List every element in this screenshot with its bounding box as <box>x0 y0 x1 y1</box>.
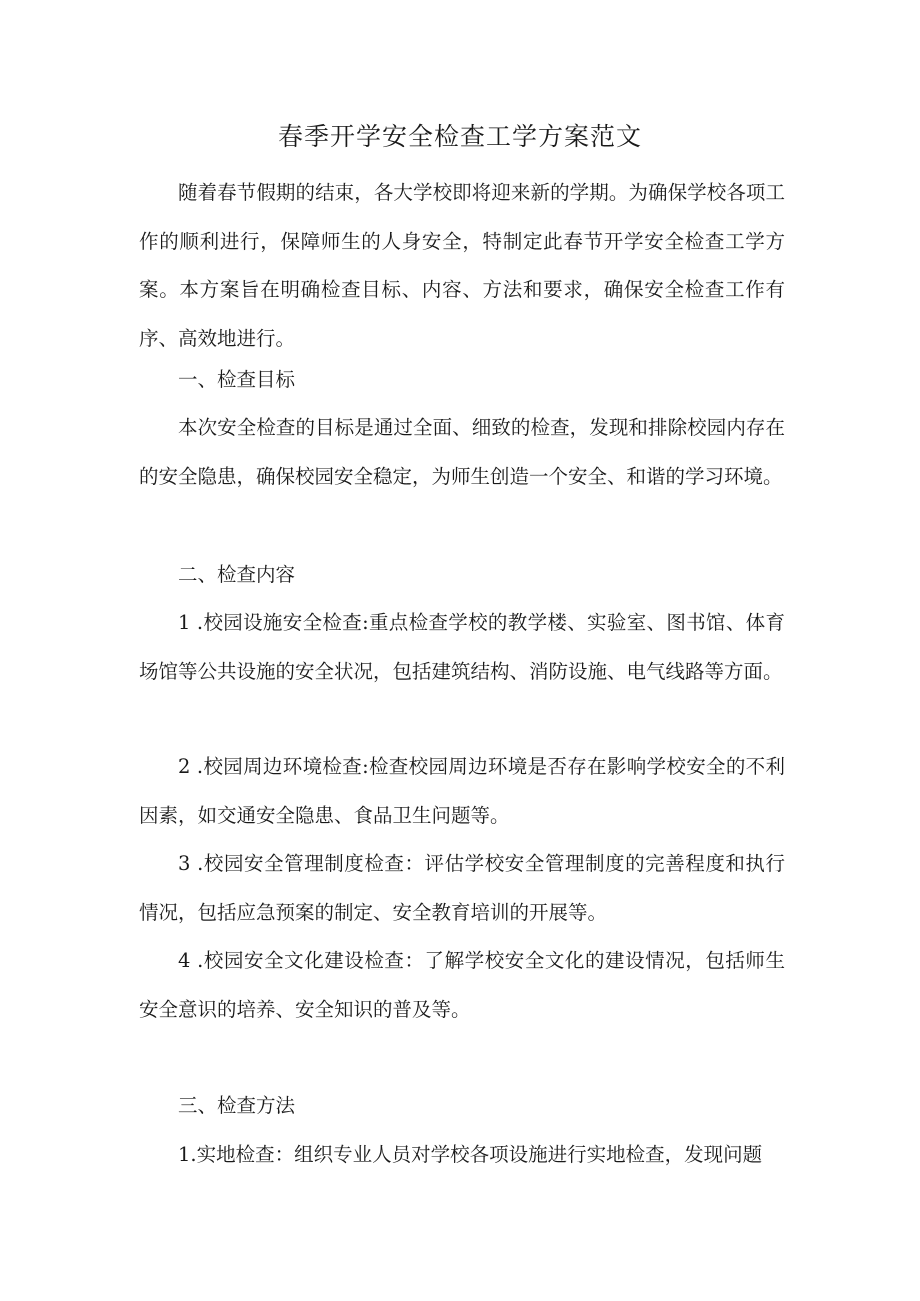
content-item-4: 4 .校园安全文化建设检查：了解学校安全文化的建设情况，包括师生安全意识的培养、安全知识的普及等。 <box>139 949 785 1021</box>
section-heading-objectives: 一、检查目标 <box>178 368 296 391</box>
objectives-paragraph: 本次安全检查的目标是通过全面、细致的检查，发现和排除校园内存在的安全隐患，确保校园安全稳定，为师生创造一个安全、和谐的学习环境。 <box>139 416 785 488</box>
section-heading-methods: 三、检查方法 <box>178 1094 296 1117</box>
content-item-1: 1 .校园设施安全检查:重点检查学校的教学楼、实验室、图书馆、体育场馆等公共设施的安全状况，包括建筑结构、消防设施、电气线路等方面。 <box>139 611 785 683</box>
document-title: 春季开学安全检查工学方案范文 <box>277 122 642 151</box>
content-item-2: 2 .校园周边环境检查:检查校园周边环境是否存在影响学校安全的不利因素，如交通安全隐患、食品卫生问题等。 <box>139 755 785 827</box>
methods-item-1: 1.实地检查：组织专业人员对学校各项设施进行实地检查，发现问题 <box>178 1143 763 1166</box>
section-heading-content: 二、检查内容 <box>178 563 296 586</box>
content-item-3: 3 .校园安全管理制度检查：评估学校安全管理制度的完善程度和执行情况，包括应急预案的制定、安全教育培训的开展等。 <box>139 852 785 924</box>
intro-paragraph: 随着春节假期的结束，各大学校即将迎来新的学期。为确保学校各项工作的顺利进行，保障师生的人身安全，特制定此春节开学安全检查工学方案。本方案旨在明确检查目标、内容、方法和要求，确保安全检查工作有序、高效地进行。 <box>139 181 785 350</box>
